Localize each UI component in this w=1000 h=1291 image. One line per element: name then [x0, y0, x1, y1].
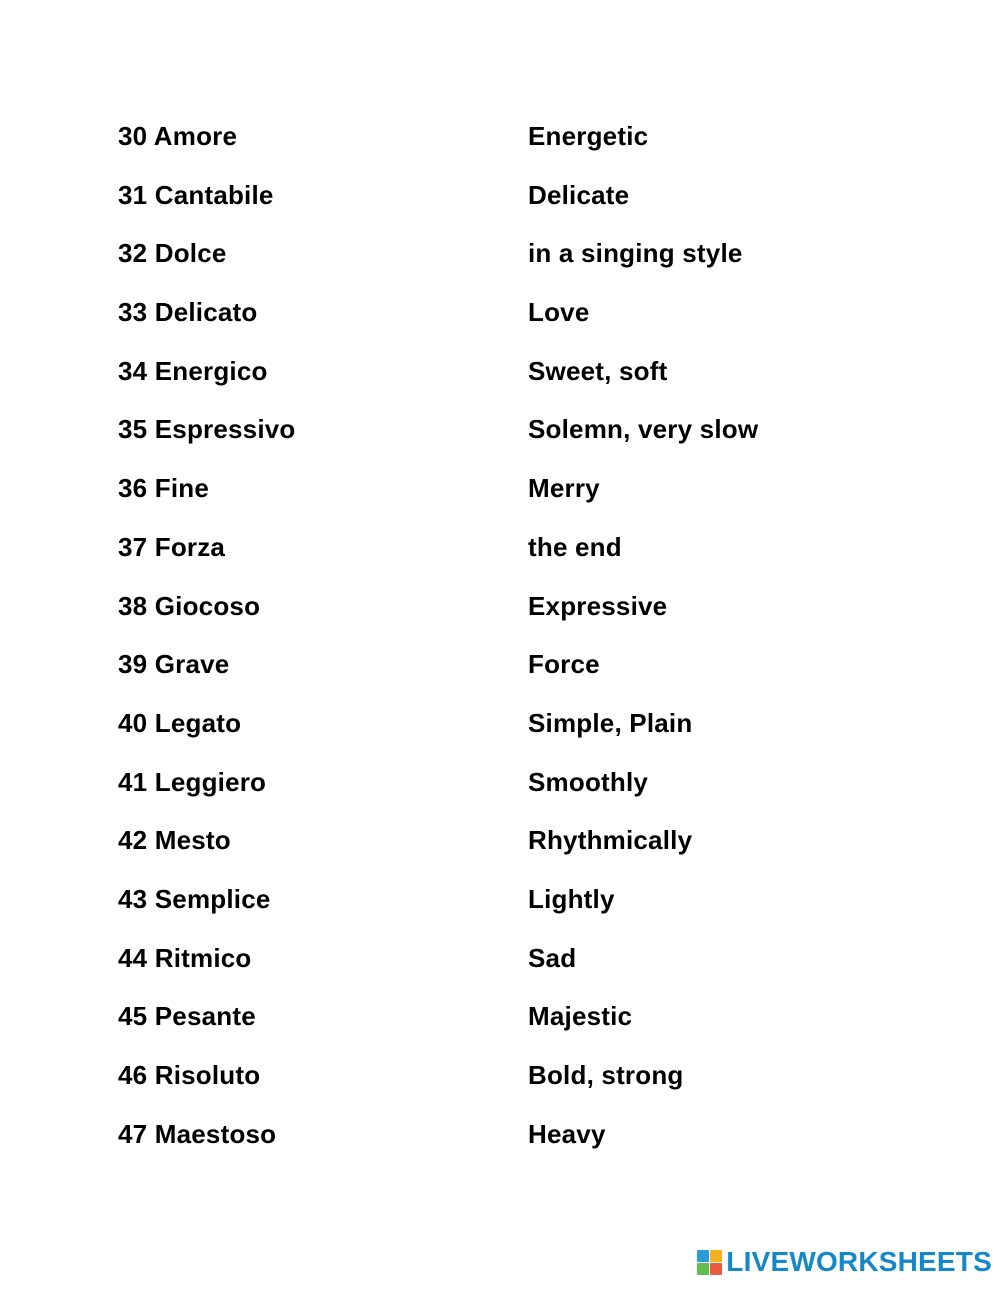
english-meaning: in a singing style	[528, 238, 743, 269]
italian-term: 43 Semplice	[118, 883, 271, 914]
italian-term: 39 Grave	[118, 649, 230, 680]
italian-term: 32 Dolce	[118, 238, 227, 269]
matching-list	[118, 118, 878, 1174]
liveworksheets-logo-icon	[697, 1250, 722, 1275]
english-meaning: Majestic	[528, 1001, 633, 1032]
logo-square-red	[710, 1263, 722, 1275]
matching-row	[118, 470, 878, 529]
english-meaning: Solemn, very slow	[528, 414, 759, 445]
italian-term: 45 Pesante	[118, 1001, 256, 1032]
italian-term: 47 Maestoso	[118, 1118, 277, 1149]
italian-term: 44 Ritmico	[118, 942, 252, 973]
matching-row	[118, 822, 878, 881]
matching-row	[118, 118, 878, 177]
logo-square-green	[697, 1263, 709, 1275]
matching-row	[118, 411, 878, 470]
matching-row	[118, 177, 878, 236]
matching-row	[118, 881, 878, 940]
matching-row	[118, 529, 878, 588]
english-meaning: Lightly	[528, 883, 615, 914]
english-meaning: Force	[528, 649, 600, 680]
italian-term: 34 Energico	[118, 355, 268, 386]
english-meaning: Merry	[528, 473, 600, 504]
english-meaning: Simple, Plain	[528, 707, 693, 738]
matching-row	[118, 588, 878, 647]
english-meaning: Bold, strong	[528, 1060, 684, 1090]
italian-term: 35 Espressivo	[118, 414, 296, 445]
logo-square-yellow	[710, 1250, 722, 1262]
matching-row	[118, 353, 878, 412]
italian-term: 33 Delicato	[118, 297, 258, 328]
italian-term: 46 Risoluto	[118, 1060, 261, 1090]
brand-footer	[697, 1247, 992, 1277]
english-meaning: the end	[528, 531, 622, 562]
italian-term: 41 Leggiero	[118, 766, 267, 797]
matching-row	[118, 294, 878, 353]
english-meaning: Expressive	[528, 590, 668, 621]
english-meaning: Sad	[528, 942, 577, 973]
matching-row	[118, 705, 878, 764]
italian-term: 30 Amore	[118, 121, 238, 151]
matching-row	[118, 764, 878, 823]
matching-row	[118, 998, 878, 1057]
matching-row	[118, 940, 878, 999]
italian-term: 31 Cantabile	[118, 179, 274, 210]
italian-term: 37 Forza	[118, 531, 226, 562]
english-meaning: Love	[528, 297, 590, 328]
logo-square-blue	[697, 1250, 709, 1262]
english-meaning: Rhythmically	[528, 825, 693, 856]
english-meaning: Sweet, soft	[528, 355, 668, 386]
brand-name: LIVEWORKSHEETS	[726, 1246, 992, 1277]
italian-term: 36 Fine	[118, 473, 209, 504]
matching-row	[118, 1057, 878, 1116]
matching-row	[118, 235, 878, 294]
english-meaning: Energetic	[528, 121, 649, 151]
english-meaning: Smoothly	[528, 766, 649, 797]
italian-term: 38 Giocoso	[118, 590, 261, 621]
english-meaning: Delicate	[528, 179, 630, 210]
english-meaning: Heavy	[528, 1118, 606, 1149]
matching-row	[118, 646, 878, 705]
matching-row	[118, 1116, 878, 1175]
italian-term: 42 Mesto	[118, 825, 231, 856]
italian-term: 40 Legato	[118, 707, 242, 738]
